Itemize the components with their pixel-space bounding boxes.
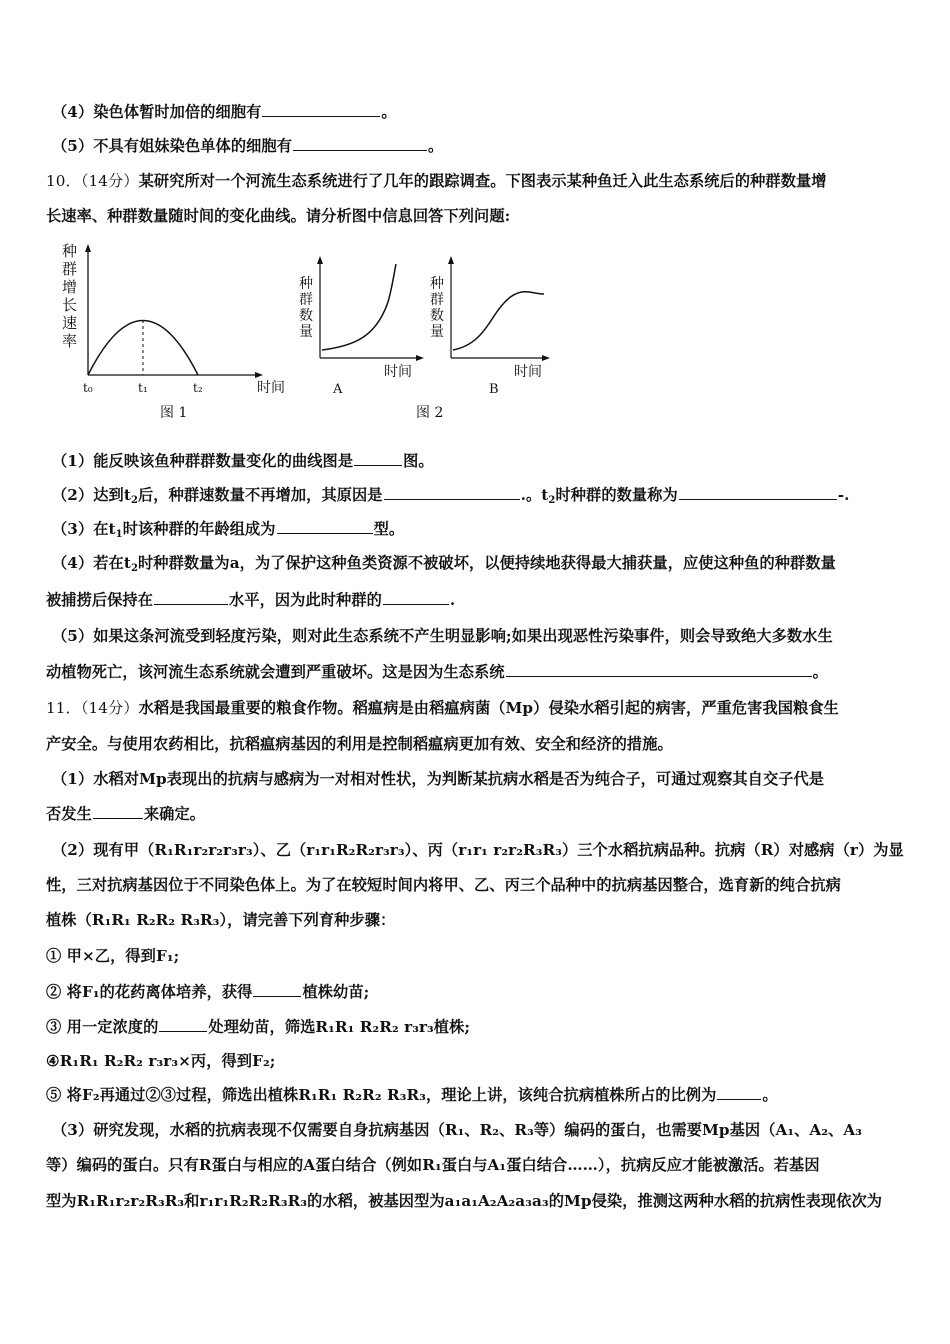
fig2-caption: 图 2 [416,405,444,421]
q10-part3-text: （3）在t [52,520,116,538]
step-4-text: ④R₁R₁ R₂R₂ r₃r₃×丙，得到F₂; [46,1052,276,1070]
step-2-end: 植株幼苗; [302,983,370,1001]
q11-stem-line1 [46,697,908,719]
fig2b-label: B [489,382,499,397]
fig2a-ylabel-char: 群 [299,292,313,308]
step-3-text: ③ 用一定浓度的 [46,1018,159,1036]
fig2a-y-arrow-icon [317,256,323,264]
step-3 [46,1016,908,1038]
figure-2a-j-curve [299,256,424,397]
fig2a-ylabel-char: 量 [299,324,313,340]
q10-part4-text: 时种群数量为a，为了保护这种鱼类资源不被破坏，以便持续地获得最大捕获量，应使这种鱼的种群数量 [138,554,836,572]
answer-blank[interactable] [384,484,520,500]
q11-stem-text-2: 产安全。与使用农药相比，抗稻瘟病基因的利用是控制稻瘟病更加有效、安全和经济的措施。 [46,735,673,753]
q10-stem-line1 [46,170,908,192]
q10-part3: （3）在$t_1$时该种群的年龄组成为 型。 [52,520,405,540]
q10-part4-text: 水平，因为此时种群的 [229,591,382,609]
q10-part3-text: 时该种群的年龄组成为 [122,520,276,538]
step-1 [46,945,908,967]
fig1-ylabel-char: 种 [62,242,78,260]
q10-part5-end: 。 [812,663,828,681]
q10-part2-text: 时种群的数量称为 [555,486,678,504]
answer-blank[interactable] [383,589,449,605]
q9-part5-end: 。 [427,137,444,155]
fig1-ylabel-char: 长 [62,296,78,314]
answer-blank[interactable] [277,518,373,534]
fig2a-x-arrow-icon [416,355,424,361]
q11-part1-line1 [52,768,908,790]
q9-part4-end: 。 [381,103,397,121]
fig2a-label: A [333,382,343,397]
q11-part3-line3 [46,1190,908,1212]
fig2b-ylabel-char: 种 [430,276,444,292]
q11-part1-text: 否发生 [46,805,92,823]
fig2a-ylabel-char: 种 [299,276,313,292]
q11-part2-line1 [52,839,908,861]
q11-part2-text: 植株（R₁R₁ R₂R₂ R₃R₃），请完善下列育种步骤： [46,911,396,929]
q11-part3-text: 等）编码的蛋白。只有R蛋白与相应的A蛋白结合（例如R₁蛋白与A₁蛋白结合……），抗病反应才能被激活。若基因 [46,1156,820,1174]
q10-part5-text: 动植物死亡，该河流生态系统就会遭到严重破坏。这是因为生态系统 [46,663,505,681]
step-2-text: ② 将F₁的花药离体培养，获得 [46,983,253,1001]
fig2a-xlabel: 时间 [384,364,412,380]
q10-part1-end: 图。 [403,452,434,470]
fig2b-x-arrow-icon [542,355,550,361]
q9-part5-text: （5）不具有姐妹染色单体的细胞有 [52,137,292,155]
q10-part5-line2 [46,661,908,683]
q11-part2-line2 [46,874,908,896]
answer-blank[interactable] [154,589,228,605]
q9-part4-text: （4）染色体暂时加倍的细胞有 [52,103,262,121]
question-score: （14分） [80,172,139,190]
q11-stem-line2 [46,733,908,755]
q11-part2-text: 性，三对抗病基因位于不同染色体上。为了在较短时间内将甲、乙、丙三个品种中的抗病基因整合，选育新的纯合抗病 [46,876,841,894]
q10-part2: （2）达到$t_2$后，种群速数量不再增加，其原因是 .。$t_2$时种群的数量称为 -. [52,486,850,506]
q10-part2-text: 后，种群速数量不再增加，其原因是 [138,486,383,504]
fig2b-s-curve [453,292,544,350]
q11-part2-line3 [46,909,908,931]
step-2 [46,981,908,1003]
q10-part4-text: （4）若在t [52,554,131,572]
q9-part5 [52,135,908,157]
fig1-tick-t0: t₀ [83,381,93,395]
fig1-tick-t1: t₁ [138,381,148,395]
step-5 [46,1084,908,1106]
fig2b-ylabel-char: 量 [430,324,444,340]
q10-part4-end: . [449,591,456,609]
q10-part2-text: （2）达到t [52,486,131,504]
fig2b-ylabel-char: 数 [430,308,444,324]
q10-part1 [52,450,908,472]
fig2a-ylabel-char: 数 [299,308,313,324]
q11-part3-line2 [46,1154,908,1176]
fig1-ylabel-char: 增 [62,278,78,296]
q10-part2-end: -. [837,486,850,504]
q10-part5-text: （5）如果这条河流受到轻度污染，则对此生态系统不产生明显影响;如果出现恶性污染事件，则会导致绝大多数水生 [52,627,833,645]
answer-blank[interactable] [253,981,301,997]
fig2b-y-arrow-icon [448,256,454,264]
fig2b-ylabel-char: 群 [430,292,444,308]
fig2a-j-curve [322,264,396,350]
answer-blank[interactable] [506,661,812,677]
q10-part4-line1: （4）若在$t_2$时种群数量为a，为了保护这种鱼类资源不被破坏，以便持续地获得最大捕获量，应使这种鱼的种群数量 [52,554,836,574]
figure-1-growth-rate [62,242,285,421]
q10-part4-text: 被捕捞后保持在 [46,591,154,609]
question-number: 10． [46,172,81,190]
fig2b-xlabel: 时间 [514,364,542,380]
fig1-ylabel-char: 速 [62,314,78,332]
answer-blank[interactable] [679,484,837,500]
question-score: （14分） [80,699,139,717]
answer-blank[interactable] [93,803,143,819]
q10-part3-end: 型。 [373,520,405,538]
q11-part3-line1 [52,1119,908,1141]
fig1-tick-t2: t₂ [193,381,203,395]
q11-part3-text: 型为R₁R₁r₂r₂R₃R₃和r₁r₁R₂R₂R₃R₃的水稻，被基因型为a₁a₁A₂A₂a₃a₃的Mp侵染，推测这两种水稻的抗病性表现依次为 [46,1192,883,1210]
step-5-text: ⑤ 将F₂再通过②③过程，筛选出植株R₁R₁ R₂R₂ R₃R₃，理论上讲，该纯合抗病植株所占的比例为 [46,1086,717,1104]
step-4 [46,1050,908,1072]
q10-stem-line2 [46,205,908,227]
answer-blank[interactable] [262,101,380,117]
q11-stem-text: 水稻是我国最重要的粮食作物。稻瘟病是由稻瘟病菌（Mp）侵染水稻引起的病害，严重危害我国粮食生 [138,699,839,717]
population-growth-figure [54,242,554,430]
q11-part3-text: （3）研究发现，水稻的抗病表现不仅需要自身抗病基因（R₁、R₂、R₃等）编码的蛋白，也需要Mp基因（A₁、A₂、A₃ [52,1121,862,1139]
step-1-text: ① 甲×乙，得到F₁; [46,947,180,965]
answer-blank[interactable] [354,450,402,466]
step-3-end: 处理幼苗，筛选R₁R₁ R₂R₂ r₃r₃植株; [208,1018,471,1036]
q9-part4 [52,101,908,123]
fig1-caption: 图 1 [160,405,188,421]
fig1-ylabel-char: 率 [62,332,78,350]
q11-part2-text: （2）现有甲（R₁R₁r₂r₂r₃r₃）、乙（r₁r₁R₂R₂r₃r₃）、丙（r₁r₁ r₂r₂R₃R₃）三个水稻抗病品种。抗病（R）对感病（r）为显 [52,841,904,859]
q10-part4-line2 [46,589,908,611]
q10-stem-text-2: 长速率、种群数量随时间的变化曲线。请分析图中信息回答下列问题: [46,207,511,225]
figure-2b-s-curve [416,256,550,421]
question-number: 11． [46,699,81,717]
answer-blank[interactable] [159,1016,207,1032]
fig1-x-arrow-icon [255,372,263,378]
answer-blank[interactable] [717,1084,761,1100]
fig1-xlabel: 时间 [257,380,285,396]
q10-part1-text: （1）能反映该鱼种群群数量变化的曲线图是 [52,452,354,470]
q10-part5-line1 [52,625,908,647]
q10-part2-text: .。t [520,486,549,504]
q11-part1-text: （1）水稻对Mp表现出的抗病与感病为一对相对性状，为判断某抗病水稻是否为纯合子，可通过观察其自交子代是 [52,770,825,788]
step-5-end: 。 [762,1086,778,1104]
q11-part1-end: 来确定。 [143,805,206,823]
answer-blank[interactable] [293,135,427,151]
fig1-ylabel-char: 群 [62,260,78,278]
fig1-y-arrow-icon [85,244,91,252]
q11-part1-line2 [46,803,908,825]
q10-stem-text: 某研究所对一个河流生态系统进行了几年的跟踪调查。下图表示某种鱼迁入此生态系统后的种群数量增 [138,172,827,190]
